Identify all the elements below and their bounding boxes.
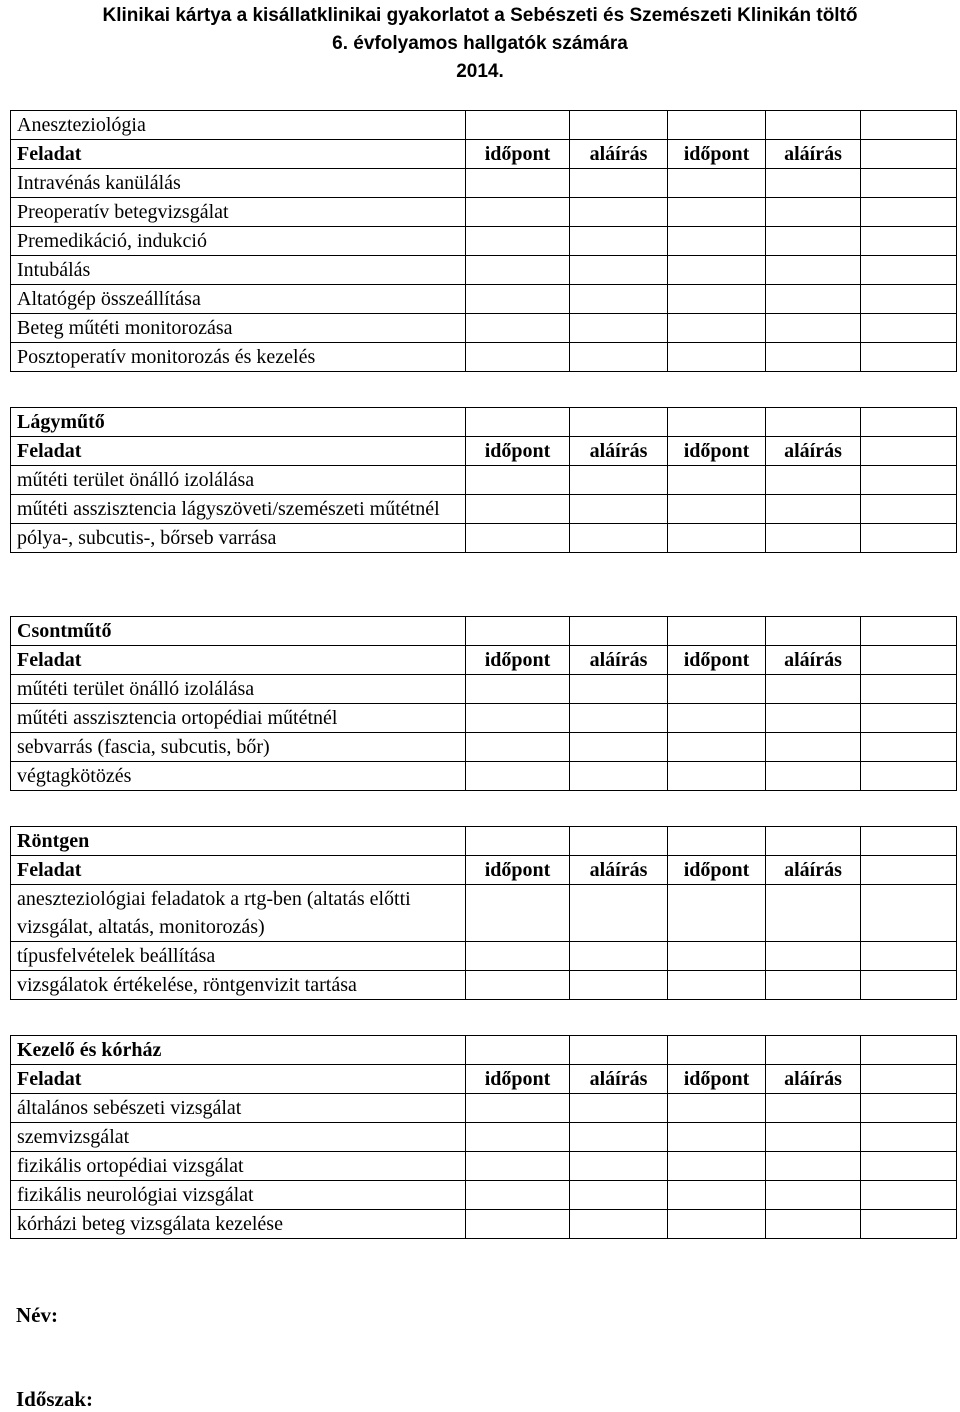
task-label: aneszteziológiai feladatok a rtg-ben (altatás előtti vizsgálat, altatás, monitorozás) [11,885,466,942]
signature-cell-1[interactable] [570,524,668,553]
time-cell-1[interactable] [466,762,570,791]
extra-cell[interactable] [861,227,957,256]
extra-cell[interactable] [861,285,957,314]
signature-cell-1[interactable] [570,704,668,733]
signature-cell-1[interactable] [570,314,668,343]
header-sign-2: aláírás [766,646,861,675]
section-table [10,616,957,791]
signature-cell-1[interactable] [570,971,668,1000]
extra-cell[interactable] [861,343,957,372]
time-cell-1[interactable] [466,704,570,733]
signature-cell-1[interactable] [570,466,668,495]
time-cell-2[interactable] [668,256,766,285]
section-table [10,407,957,553]
header-time-2: időpont [668,1065,766,1094]
empty-cell [570,827,668,856]
extra-cell[interactable] [861,942,957,971]
signature-cell-2[interactable] [766,1152,861,1181]
signature-cell-1[interactable] [570,1094,668,1123]
task-label: pólya-, subcutis-, bőrseb varrása [11,524,466,553]
signature-cell-1[interactable] [570,885,668,942]
header-sign-1: aláírás [570,646,668,675]
task-row [11,256,957,285]
signature-cell-2[interactable] [766,466,861,495]
time-cell-1[interactable] [466,169,570,198]
header-task: Feladat [11,437,466,466]
extra-cell[interactable] [861,1094,957,1123]
empty-cell [861,827,957,856]
signature-cell-1[interactable] [570,198,668,227]
header-sign-2: aláírás [766,437,861,466]
section-title: Lágyműtő [11,408,466,437]
task-label: fizikális ortopédiai vizsgálat [11,1152,466,1181]
empty-cell [766,408,861,437]
time-cell-2[interactable] [668,1123,766,1152]
extra-cell[interactable] [861,1210,957,1239]
empty-cell [668,827,766,856]
time-cell-1[interactable] [466,733,570,762]
time-cell-2[interactable] [668,314,766,343]
signature-cell-2[interactable] [766,343,861,372]
task-row [11,227,957,256]
signature-cell-2[interactable] [766,1181,861,1210]
signature-cell-2[interactable] [766,971,861,1000]
time-cell-1[interactable] [466,1123,570,1152]
task-row [11,1152,957,1181]
header-sign-1: aláírás [570,1065,668,1094]
column-header-row [11,1065,957,1094]
header-sign-2: aláírás [766,1065,861,1094]
signature-cell-2[interactable] [766,495,861,524]
signature-cell-1[interactable] [570,169,668,198]
time-cell-1[interactable] [466,1094,570,1123]
time-cell-2[interactable] [668,524,766,553]
section-title-row [11,827,957,856]
section-title: Aneszteziológia [11,111,466,140]
column-header-row [11,437,957,466]
empty-cell [861,408,957,437]
empty-cell [861,646,957,675]
task-row [11,762,957,791]
empty-cell [861,140,957,169]
empty-cell [861,1065,957,1094]
task-label: Beteg műtéti monitorozása [11,314,466,343]
time-cell-1[interactable] [466,942,570,971]
time-cell-1[interactable] [466,675,570,704]
signature-cell-1[interactable] [570,762,668,791]
signature-cell-1[interactable] [570,942,668,971]
time-cell-2[interactable] [668,466,766,495]
time-cell-2[interactable] [668,733,766,762]
signature-cell-1[interactable] [570,343,668,372]
time-cell-1[interactable] [466,314,570,343]
signature-cell-1[interactable] [570,285,668,314]
empty-cell [668,111,766,140]
header-time-1: időpont [466,856,570,885]
section-table [10,1035,957,1239]
section-title: Csontműtő [11,617,466,646]
header-task: Feladat [11,856,466,885]
document-header [0,2,960,86]
empty-cell [466,408,570,437]
task-row [11,466,957,495]
task-row [11,1181,957,1210]
task-row [11,285,957,314]
section-table [10,110,957,372]
signature-cell-2[interactable] [766,1210,861,1239]
header-time-2: időpont [668,140,766,169]
header-time-1: időpont [466,437,570,466]
task-label: vizsgálatok értékelése, röntgenvizit tartása [11,971,466,1000]
header-time-2: időpont [668,437,766,466]
task-label: műtéti asszisztencia ortopédiai műtétnél [11,704,466,733]
time-cell-2[interactable] [668,942,766,971]
header-sign-1: aláírás [570,140,668,169]
section-title-row [11,617,957,646]
header-title-line2: 6. évfolyamos hallgatók számára [332,33,628,54]
header-time-1: időpont [466,646,570,675]
time-cell-2[interactable] [668,1181,766,1210]
signature-cell-1[interactable] [570,1123,668,1152]
empty-cell [466,827,570,856]
signature-cell-2[interactable] [766,762,861,791]
time-cell-2[interactable] [668,495,766,524]
time-cell-2[interactable] [668,227,766,256]
section-title: Kezelő és kórház [11,1036,466,1065]
task-row [11,885,957,942]
extra-cell[interactable] [861,169,957,198]
time-cell-1[interactable] [466,524,570,553]
time-cell-2[interactable] [668,971,766,1000]
header-task: Feladat [11,646,466,675]
empty-cell [466,111,570,140]
signature-cell-1[interactable] [570,675,668,704]
column-header-row [11,646,957,675]
signature-cell-2[interactable] [766,314,861,343]
header-time-2: időpont [668,646,766,675]
time-cell-2[interactable] [668,704,766,733]
task-row [11,169,957,198]
signature-cell-2[interactable] [766,227,861,256]
empty-cell [766,617,861,646]
section-title: Röntgen [11,827,466,856]
signature-cell-1[interactable] [570,256,668,285]
signature-cell-2[interactable] [766,1094,861,1123]
header-sign-1: aláírás [570,856,668,885]
signature-cell-1[interactable] [570,227,668,256]
extra-cell[interactable] [861,256,957,285]
extra-cell[interactable] [861,762,957,791]
name-label: Név: [16,1303,58,1327]
time-cell-2[interactable] [668,885,766,942]
empty-cell [766,827,861,856]
signature-cell-2[interactable] [766,198,861,227]
task-row [11,1094,957,1123]
section-title-row [11,408,957,437]
section-title-row [11,1036,957,1065]
signature-cell-1[interactable] [570,1152,668,1181]
empty-cell [570,617,668,646]
signature-cell-2[interactable] [766,1123,861,1152]
task-label: Preoperatív betegvizsgálat [11,198,466,227]
time-cell-2[interactable] [668,343,766,372]
extra-cell[interactable] [861,971,957,1000]
task-label: Posztoperatív monitorozás és kezelés [11,343,466,372]
header-sign-1: aláírás [570,437,668,466]
signature-cell-2[interactable] [766,169,861,198]
extra-cell[interactable] [861,885,957,942]
time-cell-2[interactable] [668,1094,766,1123]
task-row [11,1210,957,1239]
section-title-row [11,111,957,140]
task-row [11,524,957,553]
task-row [11,343,957,372]
task-label: műtéti terület önálló izolálása [11,466,466,495]
task-label: Intubálás [11,256,466,285]
task-row [11,1123,957,1152]
time-cell-1[interactable] [466,198,570,227]
extra-cell[interactable] [861,704,957,733]
signature-cell-2[interactable] [766,733,861,762]
empty-cell [570,1036,668,1065]
task-label: sebvarrás (fascia, subcutis, bőr) [11,733,466,762]
time-cell-2[interactable] [668,762,766,791]
signature-cell-2[interactable] [766,675,861,704]
task-label: műtéti terület önálló izolálása [11,675,466,704]
task-row [11,495,957,524]
signature-cell-1[interactable] [570,1181,668,1210]
extra-cell[interactable] [861,733,957,762]
time-cell-2[interactable] [668,1152,766,1181]
time-cell-1[interactable] [466,971,570,1000]
task-label: Altatógép összeállítása [11,285,466,314]
time-cell-2[interactable] [668,675,766,704]
signature-cell-2[interactable] [766,704,861,733]
empty-cell [766,1036,861,1065]
time-cell-2[interactable] [668,285,766,314]
task-label: fizikális neurológiai vizsgálat [11,1181,466,1210]
task-label: Intravénás kanülálás [11,169,466,198]
time-cell-1[interactable] [466,256,570,285]
empty-cell [861,437,957,466]
task-label: kórházi beteg vizsgálata kezelése [11,1210,466,1239]
header-sign-2: aláírás [766,856,861,885]
empty-cell [570,111,668,140]
header-year: 2014. [456,61,504,82]
empty-cell [861,856,957,885]
time-cell-1[interactable] [466,227,570,256]
task-label: általános sebészeti vizsgálat [11,1094,466,1123]
signature-cell-2[interactable] [766,285,861,314]
task-row [11,198,957,227]
signature-cell-1[interactable] [570,1210,668,1239]
signature-cell-2[interactable] [766,885,861,942]
extra-cell[interactable] [861,314,957,343]
header-task: Feladat [11,1065,466,1094]
extra-cell[interactable] [861,466,957,495]
time-cell-1[interactable] [466,285,570,314]
period-label: Időszak: [16,1387,94,1411]
time-cell-1[interactable] [466,1210,570,1239]
time-cell-2[interactable] [668,1210,766,1239]
task-row [11,704,957,733]
header-time-2: időpont [668,856,766,885]
extra-cell[interactable] [861,524,957,553]
time-cell-1[interactable] [466,885,570,942]
signature-cell-1[interactable] [570,733,668,762]
signature-cell-2[interactable] [766,256,861,285]
task-row [11,675,957,704]
empty-cell [861,1036,957,1065]
header-time-1: időpont [466,140,570,169]
empty-cell [861,111,957,140]
extra-cell[interactable] [861,495,957,524]
header-task: Feladat [11,140,466,169]
task-label: szemvizsgálat [11,1123,466,1152]
time-cell-1[interactable] [466,343,570,372]
empty-cell [668,1036,766,1065]
empty-cell [466,1036,570,1065]
header-title-line1: Klinikai kártya a kisállatklinikai gyakorlatot a Sebészeti és Szemészeti Klinikán töltő [102,5,858,26]
extra-cell[interactable] [861,675,957,704]
time-cell-1[interactable] [466,466,570,495]
task-label: műtéti asszisztencia lágyszöveti/szemészeti műtétnél [11,495,466,524]
signature-cell-1[interactable] [570,495,668,524]
task-label: típusfelvételek beállítása [11,942,466,971]
empty-cell [766,111,861,140]
extra-cell[interactable] [861,198,957,227]
empty-cell [466,617,570,646]
time-cell-2[interactable] [668,198,766,227]
task-label: Premedikáció, indukció [11,227,466,256]
extra-cell[interactable] [861,1152,957,1181]
signature-cell-2[interactable] [766,524,861,553]
time-cell-1[interactable] [466,1152,570,1181]
task-row [11,971,957,1000]
time-cell-2[interactable] [668,169,766,198]
task-label: végtagkötözés [11,762,466,791]
time-cell-1[interactable] [466,495,570,524]
task-row [11,314,957,343]
empty-cell [668,617,766,646]
section-table [10,826,957,1000]
extra-cell[interactable] [861,1181,957,1210]
time-cell-1[interactable] [466,1181,570,1210]
header-time-1: időpont [466,1065,570,1094]
empty-cell [861,617,957,646]
task-row [11,733,957,762]
empty-cell [668,408,766,437]
column-header-row [11,856,957,885]
column-header-row [11,140,957,169]
extra-cell[interactable] [861,1123,957,1152]
task-row [11,942,957,971]
signature-cell-2[interactable] [766,942,861,971]
header-sign-2: aláírás [766,140,861,169]
empty-cell [570,408,668,437]
